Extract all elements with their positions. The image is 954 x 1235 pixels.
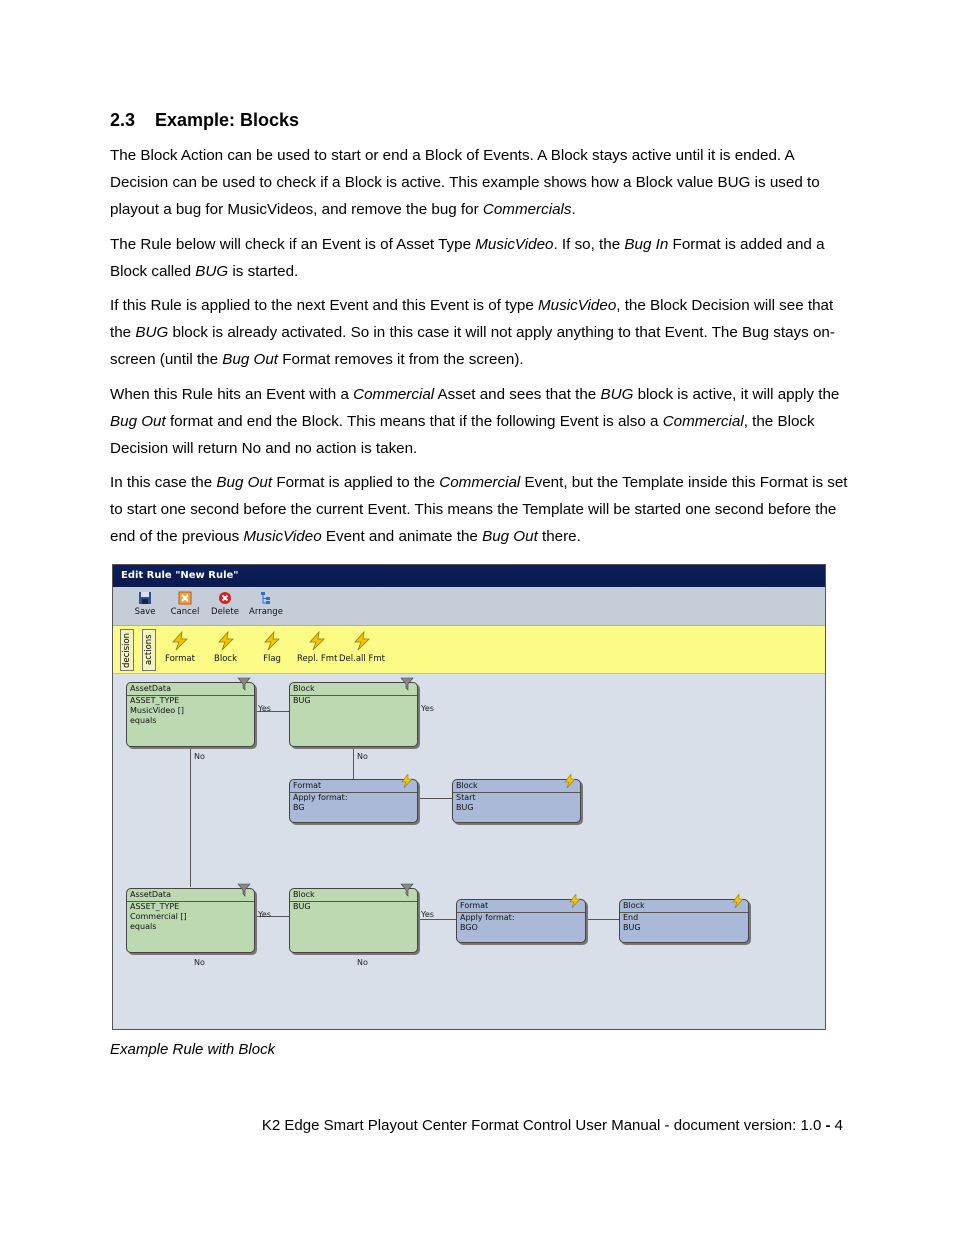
node-palette [113,626,825,674]
emphasis-text: Bug Out [482,528,538,545]
action-node-block-start[interactable]: Block Start BUG [452,779,581,823]
palette-del-all-fmt[interactable]: Del.all Fmt [339,631,385,664]
lightning-icon [307,631,327,651]
text-run: format and end the Block. This means that if the following Event is also a [165,413,663,430]
yes-label: Yes [421,704,434,713]
palette-block[interactable]: Block [214,631,237,664]
cancel-button[interactable]: Cancel [165,591,205,617]
emphasis-text: BUG [195,263,229,280]
emphasis-text: MusicVideo [538,297,617,314]
text-run: block is active, it will apply the [633,386,840,403]
text-run: In this case the [110,474,217,491]
no-label: No [357,752,368,761]
tab-actions[interactable]: actions [142,629,156,671]
text-run: If this Rule is applied to the next Event and this Event is of type [110,297,539,314]
window-title: Edit Rule "New Rule" [113,565,825,587]
connector [353,747,354,779]
text-run: Format is added and a Block called [110,236,825,280]
text-run: there. [537,528,581,545]
text-run: block is already activated. So in this case it will not apply anything to that Event. The Bug stays on-screen (until the [110,324,835,368]
lightning-icon [400,774,414,788]
text-run: The Rule below will check if an Event is of Asset Type [110,236,476,253]
action-node-format[interactable]: Format Apply format: BGO [456,899,586,943]
page-footer [262,1117,843,1134]
text-run: . If so, the [553,236,625,253]
text-run: The Block Action can be used to start or end a Block of Events. A Block stays active until it is ended. A Decision can be used to check if a Block is active. This example shows how a Block value BUG is used to playout a bug for MusicVideos, and remove the bug for [110,147,820,218]
emphasis-text: BUG [135,324,169,341]
toolbar [113,587,825,626]
section-heading [110,110,299,131]
text-run: , the Block Decision will see that the [110,297,834,341]
arrange-icon [259,591,273,605]
connector [418,919,456,920]
edit-rule-window [112,564,826,1030]
emphasis-text: Commercial [353,386,435,403]
no-label: No [194,752,205,761]
palette-repl-fmt[interactable]: Repl. Fmt [297,631,337,664]
emphasis-text: Bug Out [216,474,273,491]
lightning-icon [262,631,282,651]
connector [190,747,191,887]
lightning-icon [563,774,577,788]
lightning-icon [170,631,190,651]
filter-icon [400,883,414,897]
delete-icon [218,591,232,605]
text-run: Format removes it from the screen). [278,351,524,368]
tab-decision[interactable]: decision [120,629,134,671]
decision-node-block[interactable]: Block BUG [289,682,418,747]
lightning-icon [216,631,236,651]
save-icon [138,591,152,605]
text-run: Event and animate the [321,528,483,545]
no-label: No [194,958,205,967]
footer-separator: - [825,1117,831,1134]
action-node-block-end[interactable]: Block End BUG [619,899,749,943]
section-number: 2.3 [110,110,136,130]
filter-icon [237,883,251,897]
figure-caption: Example Rule with Block [110,1041,276,1058]
palette-format[interactable]: Format [165,631,195,664]
yes-label: Yes [258,704,271,713]
paragraph-1 [110,142,850,223]
yes-label: Yes [258,910,271,919]
emphasis-text: Bug Out [222,351,279,368]
filter-icon [237,677,251,691]
lightning-icon [352,631,372,651]
cancel-icon [178,591,192,605]
connector [418,798,453,799]
emphasis-text: Commercial [662,413,744,430]
lightning-icon [731,894,745,908]
page-number: 4 [830,1117,843,1134]
save-button[interactable]: Save [125,591,165,617]
emphasis-text: Bug Out [110,413,166,430]
text-run: Event, but the Template inside this Format is set to start one second before the current Event. This means the Template will be started one second before the end of the previous [110,474,848,545]
delete-button[interactable]: Delete [205,591,245,617]
text-run: . [571,201,576,218]
emphasis-text: Commercials [482,201,572,218]
palette-flag[interactable]: Flag [262,631,282,664]
emphasis-text: MusicVideo [243,528,322,545]
text-run: , the Block Decision will return No and no action is taken. [110,413,815,457]
paragraph-4 [110,381,850,462]
decision-node-block[interactable]: Block BUG [289,888,418,953]
text-run: Asset and sees that the [434,386,601,403]
emphasis-text: MusicVideo [475,236,554,253]
text-run: Format is applied to the [272,474,440,491]
section-title: Example: Blocks [155,110,300,130]
arrange-button[interactable]: Arrange [246,591,286,617]
decision-node-assetdata[interactable]: AssetData ASSET_TYPE MusicVideo [] equals [126,682,255,747]
emphasis-text: BUG [600,386,634,403]
emphasis-text: Commercial [439,474,521,491]
lightning-icon [568,894,582,908]
text-run: is started. [228,263,299,280]
decision-node-assetdata[interactable]: AssetData ASSET_TYPE Commercial [] equals [126,888,255,953]
paragraph-2 [110,231,850,285]
text-run: When this Rule hits an Event with a [110,386,354,403]
yes-label: Yes [421,910,434,919]
emphasis-text: Bug In [624,236,669,253]
paragraph-5 [110,469,850,550]
connector [586,919,619,920]
rule-canvas [113,674,825,1030]
no-label: No [357,958,368,967]
filter-icon [400,677,414,691]
action-node-format[interactable]: Format Apply format: BG [289,779,418,823]
footer-text: K2 Edge Smart Playout Center Format Control User Manual - document version: 1.0 [261,1117,826,1134]
paragraph-3 [110,292,850,373]
